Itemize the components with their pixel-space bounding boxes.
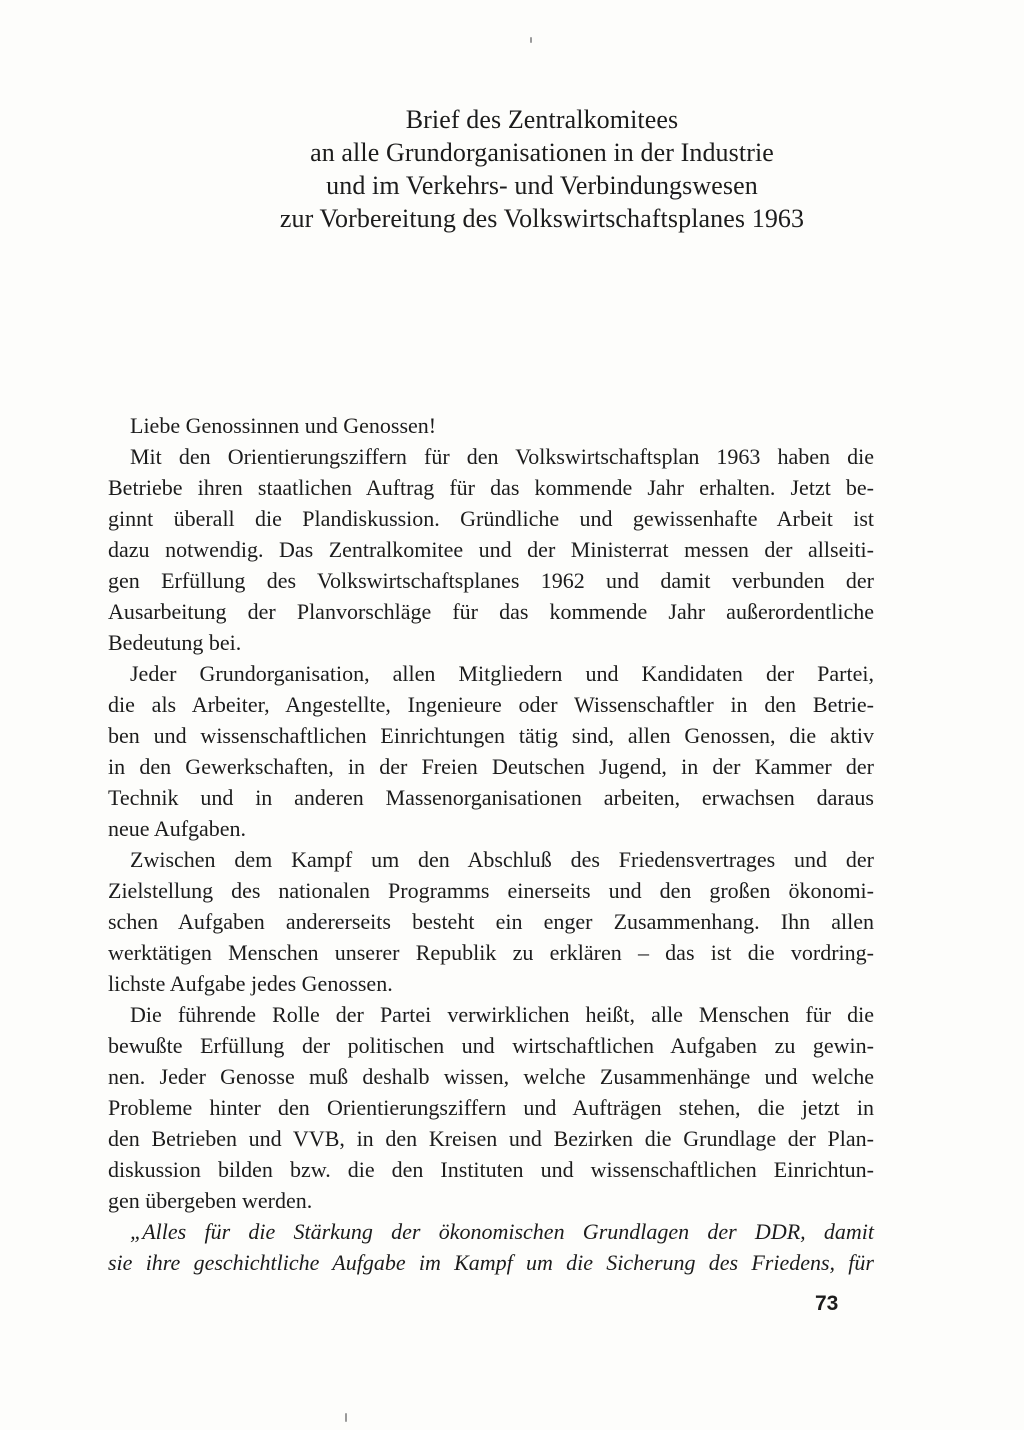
salutation: Liebe Genossinnen und Genossen! <box>130 413 437 438</box>
print-speck <box>530 37 532 43</box>
text-line: diskussion bilden bzw. die den Instituten und wissenschaftlichen Einrichtun- <box>108 1157 874 1182</box>
quote-line: „Alles für die Stärkung der ökonomischen Grundlagen der DDR, damit <box>130 1219 874 1244</box>
quote-paragraph <box>108 1216 874 1278</box>
text-line: neue Aufgaben. <box>108 816 247 841</box>
paragraph-3 <box>108 844 874 999</box>
text-line: Ausarbeitung der Planvorschläge für das kommende Jahr außerordentliche <box>108 599 874 624</box>
text-line: Bedeutung bei. <box>108 630 242 655</box>
text-line: Technik und in anderen Massenorganisationen arbeiten, erwachsen daraus <box>108 785 874 810</box>
text-line: schen Aufgaben andererseits besteht ein enger Zusammenhang. Ihn allen <box>108 909 874 934</box>
title-line: an alle Grundorganisationen in der Industrie <box>310 138 774 167</box>
print-speck <box>345 1413 347 1422</box>
text-line: Mit den Orientierungsziffern für den Volkswirtschaftsplan 1963 haben die <box>130 444 874 469</box>
title-line: und im Verkehrs- und Verbindungswesen <box>326 171 758 200</box>
text-line: werktätigen Menschen unserer Republik zu erklären – das ist die vordring- <box>108 940 874 965</box>
text-line: den Betrieben und VVB, in den Kreisen und Bezirken die Grundlage der Plan- <box>108 1126 874 1151</box>
text-line: Zielstellung des nationalen Programms einerseits und den großen ökonomi- <box>108 878 874 903</box>
quote-line: sie ihre geschichtliche Aufgabe im Kampf um die Sicherung des Friedens, für <box>108 1250 874 1275</box>
text-line: Zwischen dem Kampf um den Abschluß des Friedensvertrages und der <box>130 847 874 872</box>
letter-body <box>108 410 874 1278</box>
text-line: gen Erfüllung des Volkswirtschaftsplanes 1962 und damit verbunden der <box>108 568 874 593</box>
paragraph-2 <box>108 658 874 844</box>
page-number: 73 <box>815 1292 839 1315</box>
text-line: gen übergeben werden. <box>108 1188 313 1213</box>
text-line: ben und wissenschaftlichen Einrichtungen tätig sind, allen Genossen, die aktiv <box>108 723 874 748</box>
title-line: Brief des Zentralkomitees <box>405 105 679 134</box>
text-line: nen. Jeder Genosse muß deshalb wissen, welche Zusammenhänge und welche <box>108 1064 874 1089</box>
text-line: Betriebe ihren staatlichen Auftrag für das kommende Jahr erhalten. Jetzt be- <box>108 475 874 500</box>
text-line: dazu notwendig. Das Zentralkomitee und der Ministerrat messen der allseiti- <box>108 537 874 562</box>
letter-title <box>0 103 1024 235</box>
text-line: die als Arbeiter, Angestellte, Ingenieure oder Wissenschaftler in den Betrie- <box>108 692 874 717</box>
text-line: lichste Aufgabe jedes Genossen. <box>108 971 393 996</box>
text-line: bewußte Erfüllung der politischen und wirtschaftlichen Aufgaben zu gewin- <box>108 1033 874 1058</box>
paragraph-4 <box>108 999 874 1216</box>
text-line: ginnt überall die Plandiskussion. Gründliche und gewissenhafte Arbeit ist <box>108 506 874 531</box>
text-line: Jeder Grundorganisation, allen Mitgliedern und Kandidaten der Partei, <box>130 661 874 686</box>
text-line: Probleme hinter den Orientierungsziffern und Aufträgen stehen, die jetzt in <box>108 1095 874 1120</box>
text-line: in den Gewerkschaften, in der Freien Deutschen Jugend, in der Kammer der <box>108 754 874 779</box>
paragraph-1 <box>108 441 874 658</box>
text-line: Die führende Rolle der Partei verwirklichen heißt, alle Menschen für die <box>130 1002 874 1027</box>
title-line: zur Vorbereitung des Volkswirtschaftsplanes 1963 <box>279 204 805 233</box>
